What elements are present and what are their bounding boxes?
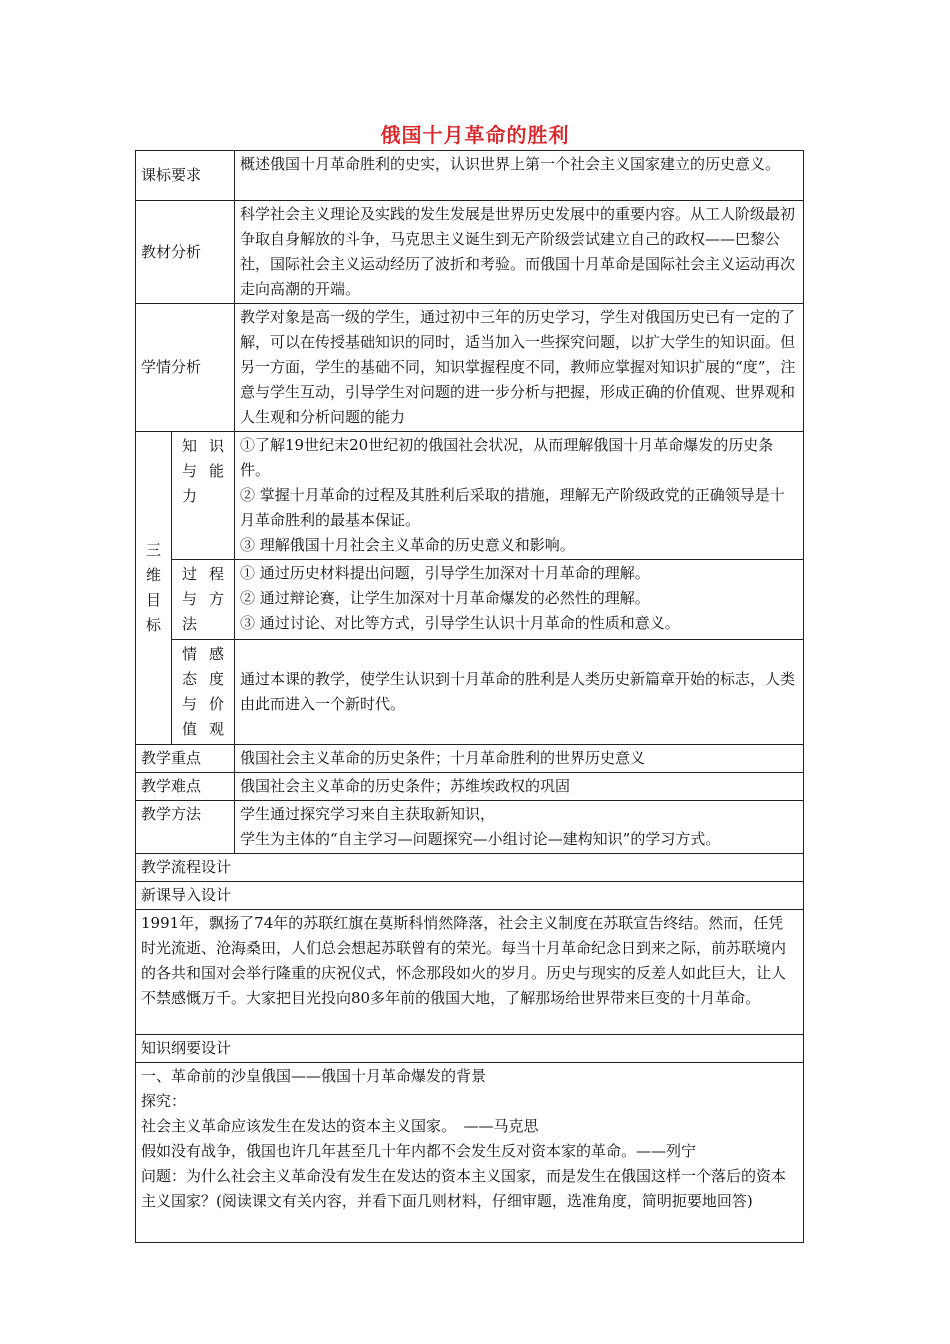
goal-char: 维 — [145, 566, 161, 584]
label-emotion-values-text: 情感态度与价值观 — [182, 645, 225, 738]
heading-knowledge-outline: 知识纲要设计 — [136, 1035, 804, 1063]
method-line: 学生为主体的“自主学习—问题探究—小组讨论—建构知识”的学习方式。 — [240, 830, 721, 848]
goal-char: 三 — [145, 541, 161, 559]
label-process-method — [172, 560, 235, 640]
row-textbook-analysis — [136, 201, 804, 304]
goal-item: ① 通过历史材料提出问题，引导学生加深对十月革命的理解。 — [240, 564, 650, 582]
outline-line: 假如没有战争，俄国也许几年甚至几十年内都不会发生反对资本家的革命。——列宁 — [141, 1142, 697, 1160]
content-knowledge-outline — [136, 1063, 804, 1243]
goal-item: ② 掌握十月革命的过程及其胜利后采取的措施，理解无产阶级政党的正确领导是十月革命胜利的最基本保证。 — [240, 486, 785, 529]
row-intro-text — [136, 910, 804, 1035]
label-process-method-text: 过程与方法 — [182, 565, 225, 633]
row-outline-heading — [136, 1035, 804, 1063]
method-line: 学生通过探究学习来自主获取新知识， — [240, 805, 496, 823]
row-key-points — [136, 745, 804, 773]
label-emotion-values — [172, 640, 235, 745]
outline-line: 社会主义革命应该发生在发达的资本主义国家。 ——马克思 — [141, 1117, 539, 1135]
row-outline-content — [136, 1063, 804, 1243]
lesson-plan-table — [135, 150, 804, 1243]
row-knowledge-ability — [136, 432, 804, 560]
row-teaching-method — [136, 801, 804, 854]
label-knowledge-ability — [172, 432, 235, 560]
row-emotion-values — [136, 640, 804, 745]
document-title: 俄国十月革命的胜利 — [380, 123, 570, 147]
label-curriculum-requirements: 课标要求 — [136, 151, 235, 201]
goal-char: 目 — [145, 591, 161, 609]
heading-intro-design: 新课导入设计 — [136, 882, 804, 910]
heading-teaching-flow: 教学流程设计 — [136, 854, 804, 882]
content-process-method — [235, 560, 804, 640]
row-intro-heading — [136, 882, 804, 910]
goal-item: ② 通过辩论赛，让学生加深对十月革命爆发的必然性的理解。 — [240, 589, 650, 607]
goal-item: ①了解19世纪末20世纪初的俄国社会状况，从而理解俄国十月革命爆发的历史条件。 — [240, 436, 774, 479]
content-teaching-method — [235, 801, 804, 854]
label-student-analysis: 学情分析 — [136, 304, 235, 432]
row-teaching-flow — [136, 854, 804, 882]
outline-line: 探究： — [141, 1092, 187, 1110]
content-difficulties: 俄国社会主义革命的历史条件；苏维埃政权的巩固 — [235, 773, 804, 801]
row-student-analysis — [136, 304, 804, 432]
row-curriculum-requirements — [136, 151, 804, 201]
content-intro-design: 1991年，飘扬了74年的苏联红旗在莫斯科悄然降落，社会主义制度在苏联宣告终结。然而，任凭时光流逝、沧海桑田，人们总会想起苏联曾有的荣光。每当十月革命纪念日到来之际，前苏联境内的各共和国对会举行隆重的庆祝仪式，怀念那段如火的岁月。历史与现实的反差人如此巨大，让人不禁感慨万千。大家把目光投向80多年前的俄国大地，了解那场给世界带来巨变的十月革命。 — [136, 910, 804, 1035]
content-curriculum-requirements: 概述俄国十月革命胜利的史实，认识世界上第一个社会主义国家建立的历史意义。 — [235, 151, 804, 201]
goal-item: ③ 理解俄国十月社会主义革命的历史意义和影响。 — [240, 536, 575, 554]
label-textbook-analysis: 教材分析 — [136, 201, 235, 304]
content-textbook-analysis: 科学社会主义理论及实践的发生发展是世界历史发展中的重要内容。从工人阶级最初争取自身解放的斗争，马克思主义诞生到无产阶级尝试建立自己的政权——巴黎公社，国际社会主义运动经历了波折和考验。而俄国十月革命是国际社会主义运动再次走向高潮的开端。 — [235, 201, 804, 304]
goal-item: ③ 通过讨论、对比等方式，引导学生认识十月革命的性质和意义。 — [240, 614, 680, 632]
row-process-method — [136, 560, 804, 640]
label-teaching-method: 教学方法 — [136, 801, 235, 854]
label-knowledge-ability-text: 知识与能力 — [182, 437, 225, 505]
label-key-points: 教学重点 — [136, 745, 235, 773]
content-emotion-values: 通过本课的教学，使学生认识到十月革命的胜利是人类历史新篇章开始的标志，人类由此而进入一个新时代。 — [235, 640, 804, 745]
content-key-points: 俄国社会主义革命的历史条件；十月革命胜利的世界历史意义 — [235, 745, 804, 773]
label-difficulties: 教学难点 — [136, 773, 235, 801]
outline-line: 一、革命前的沙皇俄国——俄国十月革命爆发的背景 — [141, 1067, 487, 1085]
label-three-dimensional-goals — [136, 432, 172, 745]
content-knowledge-ability — [235, 432, 804, 560]
row-difficulties — [136, 773, 804, 801]
content-student-analysis: 教学对象是高一级的学生，通过初中三年的历史学习，学生对俄国历史已有一定的了解，可以在传授基础知识的同时，适当加入一些探究问题，以扩大学生的知识面。但另一方面，学生的基础不同，知识掌握程度不同，教师应掌握对知识扩展的“度”，注意与学生互动，引导学生对问题的进一步分析与把握，形成正确的价值观、世界观和人生观和分析问题的能力 — [235, 304, 804, 432]
goal-char: 标 — [145, 616, 161, 634]
outline-line: 问题：为什么社会主义革命没有发生在发达的资本主义国家，而是发生在俄国这样一个落后的资本主义国家？(阅读课文有关内容，并看下面几则材料，仔细审题，选准角度，简明扼要地回答) — [141, 1167, 787, 1210]
